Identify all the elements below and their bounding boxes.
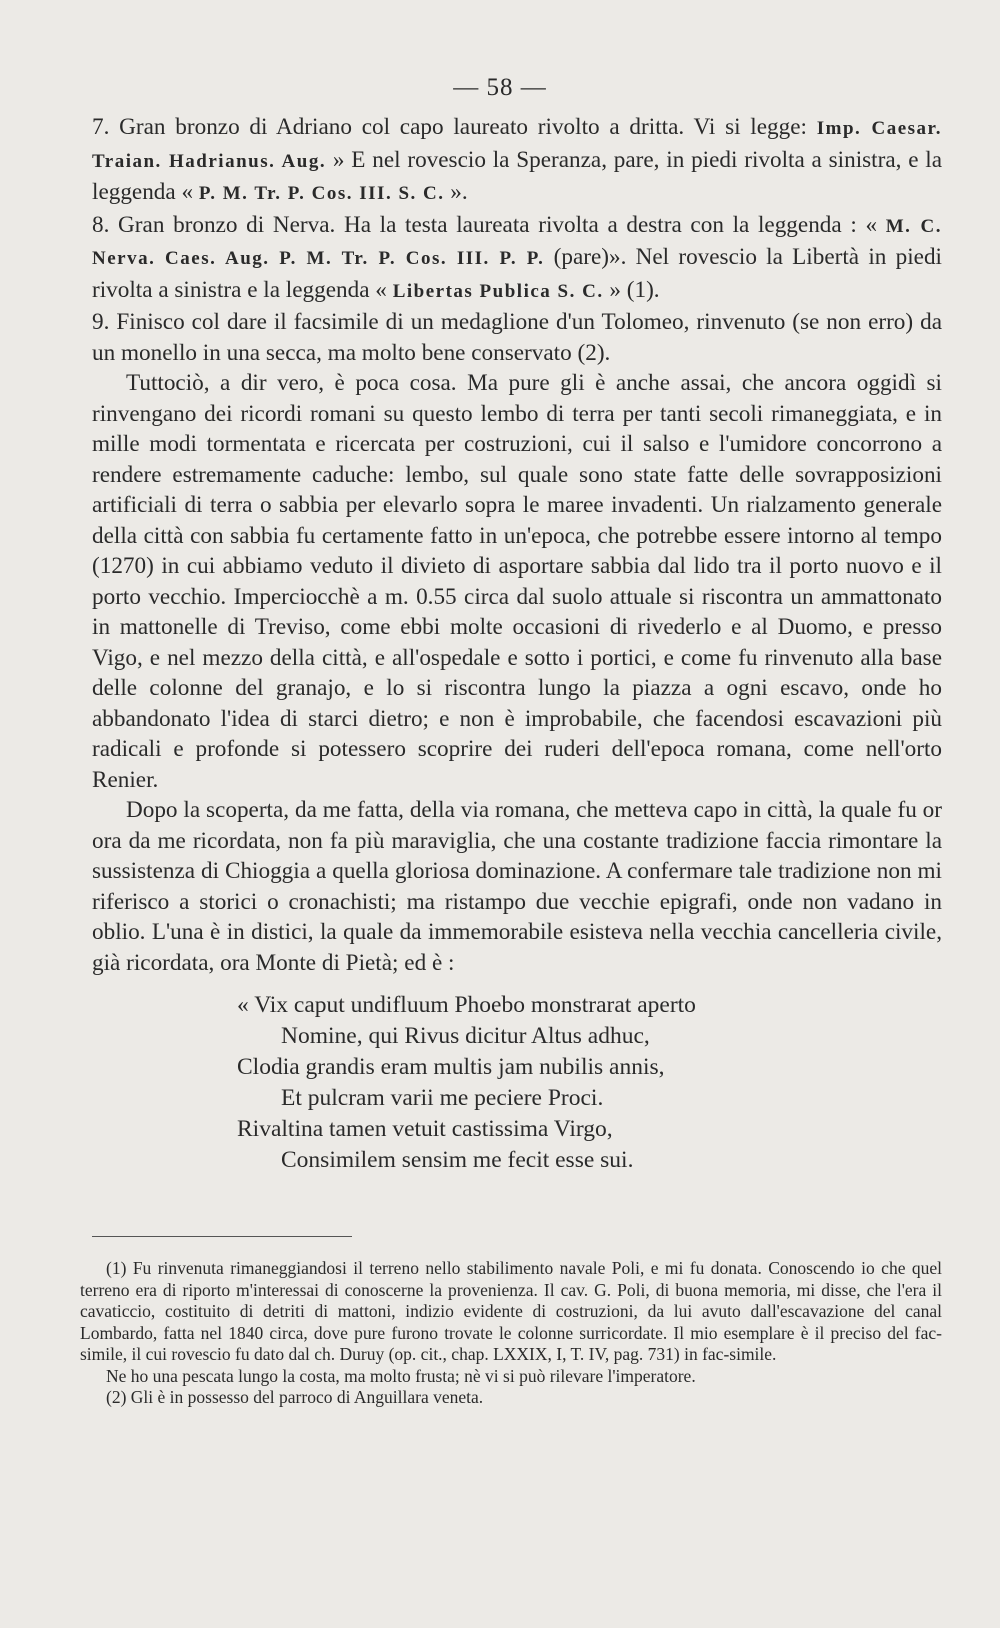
footnotes [80, 1258, 942, 1409]
page-number: — 58 — [453, 74, 547, 101]
footnote-divider [92, 1236, 352, 1237]
epigraph-poem [237, 990, 942, 1176]
paragraph-10: Tuttociò, a dir vero, è poca cosa. Ma pure gli è anche assai, che ancora oggidì si rinvengano dei ricordi romani su questo lembo di terra per tanti secoli rimaneggiata, e in mille modi tormentata e ricercata per costruzioni, cui il salso e l'umidore concorrono a rendere estremamente caduche: lembo, sul quale sono state fatte delle sovrapposizioni artificiali di terra o sabbia per elevarlo sopra le maree invadenti. Un rialzamento generale della città con sabbia fu certamente fatto in un'epoca, che potrebbe essere intorno al tempo (1270) in cui abbiamo veduto il divieto di asportare sabbia dal lido tra il porto nuovo e il porto vecchio. Imperciocchè a m. 0.55 circa dal suolo attuale si riscontra un ammattonato in mattonelle di Treviso, come ebbi molte occasioni di rivederlo e al Duomo, e presso Vigo, e nel mezzo della città, e all'ospedale e sotto i portici, e come fu rinvenuto alla base delle colonne del granajo, e lo si riscontra lungo la piazza a ogni escavo, onde ho abbandonato l'idea di starci dietro; e non è improbabile, che facendosi escavazioni più radicali e profonde si potessero scoprire dei ruderi dell'epoca romana, come nell'orto Renier. [92, 370, 942, 793]
coin-legend: P. M. Tr. P. Cos. III. S. C. [198, 183, 445, 204]
coin-legend: M. C. Nerva. Caes. Aug. P. M. Tr. P. Cos. III. P. P. [92, 215, 942, 269]
footnote-2: (2) Gli è in possesso del parroco di Anguillara veneta. [106, 1387, 484, 1407]
poem-line: Et pulcram varii me peciere Proci. [281, 1085, 604, 1111]
paragraph-8-text: 8. Gran bronzo di Nerva. Ha la testa laureata rivolta a destra con la leggenda : « [92, 211, 878, 238]
footnote-1: (1) Fu rinvenuta rimaneggiandosi il terreno nello stabilimento navale Poli, e mi fu donata. Conoscendo io che quel terreno era di riporto m'interessai di conoscerne la provenienza. Il cav. G. Poli, di buona memoria, mi disse, che l'era il cavaticcio, costituito di detriti di mattoni, indizio evidente di costruzioni, da lui avuto dall'escavazione del canal Lombardo, fatta nel 1840 circa, dove pure furono trovate le colonne surricordate. Il mio esemplare è il preciso del fac-simile, il cui rovescio fu dato dal ch. Duruy (op. cit., chap. LXXIX, I, T. IV, pag. 731) in fac-simile. [80, 1258, 942, 1364]
paragraph-7 [92, 112, 942, 210]
coin-legend: Libertas Publica S. C. [392, 280, 604, 302]
paragraph-8-text: » (1). [609, 276, 660, 303]
paragraph-7-text: 7. Gran bronzo di Adriano col capo laureato rivolto a dritta. Vi si legge: [92, 114, 807, 140]
paragraph-9: 9. Finisco col dare il facsimile di un medaglione d'un Tolomeo, rinvenuto (se non erro) da un monello in una secca, ma molto bene conservato (2). [92, 309, 942, 366]
paragraph-8-text: (pare)». Nel rovescio la Libertà in piedi rivolta a sinistra e la leggenda « [92, 244, 942, 303]
paragraph-7-text: ». [450, 179, 468, 205]
paragraph-11: Dopo la scoperta, da me fatta, della via romana, che metteva capo in città, la quale fu or ora da me ricordata, non fa più maraviglia, che una costante tradizione faccia rimontare la sussistenza di Chioggia a quella gloriosa dominazione. A confermare tale tradizione non mi riferisco a storici o cronachisti; ma ristampo due vecchie epigrafi, onde non vadano in oblio. L'una è in distici, la quale da immemorabile esisteva nella vecchia cancelleria civile, già ricordata, ora Monte di Pietà; ed è : [92, 797, 942, 976]
poem-line: Clodia grandis eram multis jam nubilis annis, [237, 1054, 665, 1080]
paragraph-7-text: » E nel rovescio la Speranza, pare, in piedi rivolta a sinistra, e la leggenda « [92, 146, 943, 205]
poem-line: Rivaltina tamen vetuit castissima Virgo, [237, 1116, 613, 1142]
poem-line: Nomine, qui Rivus dicitur Altus adhuc, [281, 1023, 650, 1049]
footnote-1-continuation: Ne ho una pescata lungo la costa, ma molto frusta; nè vi si può rilevare l'imperatore. [106, 1365, 696, 1386]
poem-line: « Vix caput undifluum Phoebo monstrarat aperto [237, 992, 696, 1018]
poem-line: Consimilem sensim me fecit esse sui. [281, 1147, 634, 1173]
coin-legend: Imp. Caesar. Traian. Hadrianus. Aug. [92, 118, 942, 172]
paragraph-8 [92, 210, 942, 308]
main-text [92, 112, 942, 1176]
